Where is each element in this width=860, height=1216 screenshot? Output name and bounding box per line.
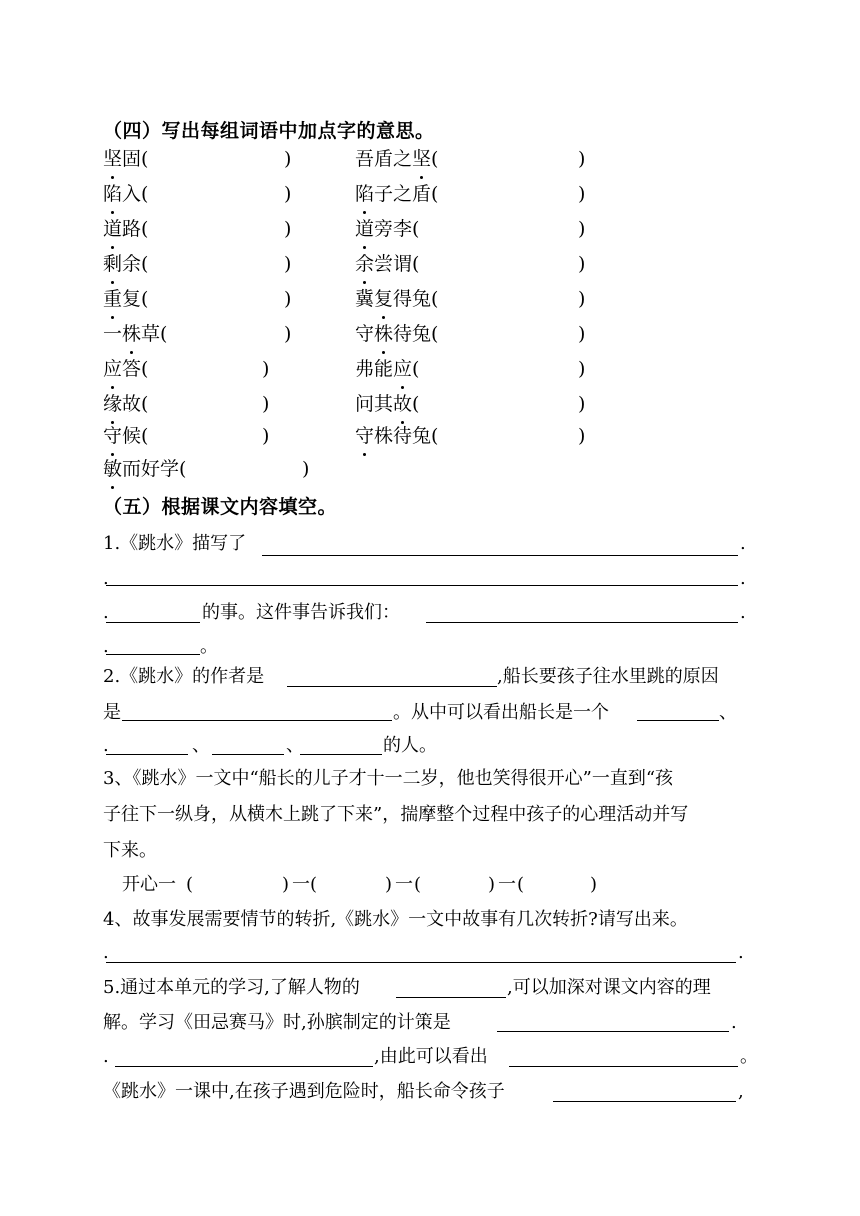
answer-blank-open[interactable]: ( — [431, 183, 439, 205]
q1-answer-line-5[interactable] — [106, 654, 200, 655]
dotted-character: 坚 — [103, 145, 122, 173]
left-vocab-row — [103, 285, 298, 313]
q2-prefix: 2.《跳水》的作者是 — [103, 666, 265, 687]
dotted-character: 道 — [355, 215, 374, 243]
word-suffix: 路 — [122, 218, 142, 240]
q3-dash: 一 — [395, 874, 413, 895]
word-prefix: 一 — [103, 323, 123, 345]
left-vocab-row — [103, 250, 298, 278]
dotted-character: 株 — [122, 320, 141, 348]
answer-blank-open[interactable]: ( — [141, 288, 149, 310]
q3-start: 开心一 — [122, 874, 176, 895]
word-prefix: 守 — [355, 323, 375, 345]
word-suffix: 尝谓 — [374, 253, 413, 275]
q5-dot: . — [103, 1046, 109, 1067]
answer-blank-open[interactable]: ( — [141, 183, 149, 205]
word-prefix: 吾盾之 — [355, 148, 413, 170]
q1-dot: . — [740, 533, 746, 554]
q3-blank-4-close: ) — [590, 874, 598, 895]
answer-blank-open[interactable]: ( — [412, 358, 420, 380]
q5-line-1[interactable] — [396, 997, 506, 998]
dotted-character: 株 — [374, 320, 393, 348]
right-vocab-row — [355, 145, 592, 173]
word-prefix: 问其 — [355, 393, 394, 415]
dotted-character: 坚 — [412, 145, 431, 173]
answer-blank-open[interactable]: ( — [431, 323, 439, 345]
section-five-heading: （五）根据课文内容填空。 — [103, 496, 338, 518]
answer-blank-close: ) — [262, 425, 270, 447]
answer-blank-open[interactable]: ( — [179, 458, 187, 480]
q2-trait-line-3[interactable] — [212, 754, 284, 755]
word-suffix: 旁李 — [374, 218, 413, 240]
q5-period: 。 — [740, 1046, 758, 1067]
answer-blank-close: ) — [578, 358, 586, 380]
word-suffix: 余 — [122, 253, 142, 275]
q2-reason-line[interactable] — [122, 720, 392, 721]
left-vocab-row — [103, 455, 316, 483]
word-suffix: 答 — [122, 358, 142, 380]
dotted-character: 剩 — [103, 250, 122, 278]
answer-blank-open[interactable]: ( — [431, 148, 439, 170]
section-four-heading: （四）写出每组词语中加点字的意思。 — [103, 120, 435, 142]
q4-answer-line[interactable] — [106, 962, 736, 963]
answer-blank-close: ) — [284, 253, 292, 275]
q5-dot: . — [731, 1012, 737, 1033]
answer-blank-close: ) — [262, 358, 270, 380]
answer-blank-close: ) — [262, 393, 270, 415]
q1-dot: . — [740, 602, 746, 623]
q2-trait-line-4[interactable] — [300, 754, 382, 755]
q1-answer-line-1[interactable] — [262, 555, 738, 556]
word-prefix: 冀 — [355, 288, 375, 310]
q1-dot: . — [103, 636, 109, 657]
answer-blank-close: ) — [284, 148, 292, 170]
q5-line-3[interactable] — [115, 1066, 373, 1067]
q3-line-3: 下来。 — [103, 840, 157, 861]
answer-blank-open[interactable]: ( — [141, 253, 149, 275]
left-vocab-row — [103, 422, 276, 450]
right-vocab-row — [355, 390, 592, 418]
q1-answer-line-4[interactable] — [426, 622, 738, 623]
q2-author-line[interactable] — [287, 686, 497, 687]
dotted-character: 道 — [103, 215, 122, 243]
q5-line-2[interactable] — [497, 1031, 729, 1032]
right-vocab-row — [355, 422, 592, 450]
answer-blank-close: ) — [284, 183, 292, 205]
q5-mid2: ,由此可以看出 — [374, 1046, 488, 1067]
q3-blank-2-open[interactable]: ( — [310, 874, 318, 895]
q1-mid: 的事。这件事告诉我们： — [202, 602, 400, 623]
q1-prefix: 1.《跳水》描写了 — [103, 533, 247, 554]
right-vocab-row — [355, 285, 592, 313]
word-suffix: 得兔 — [393, 288, 432, 310]
answer-blank-open[interactable]: ( — [412, 393, 420, 415]
q5-line-5[interactable] — [553, 1101, 736, 1102]
q3-line-1: 3、《跳水》一文中“船长的儿子才十一二岁，他也笑得很开心”一直到“孩 — [103, 768, 674, 789]
answer-blank-close: ) — [578, 148, 586, 170]
word-suffix: 子之盾 — [374, 183, 432, 205]
right-vocab-row — [355, 250, 592, 278]
answer-blank-close: ) — [578, 323, 586, 345]
q2-separator: 、 — [192, 735, 210, 756]
left-vocab-row — [103, 145, 298, 173]
answer-blank-close: ) — [302, 458, 310, 480]
q2-separator: 、 — [719, 702, 737, 723]
q2-end: 的人。 — [383, 735, 437, 756]
left-vocab-row — [103, 355, 276, 383]
word-suffix: 草 — [141, 323, 161, 345]
q1-dot: . — [103, 602, 109, 623]
left-vocab-row — [103, 215, 298, 243]
answer-blank-open[interactable]: ( — [412, 253, 420, 275]
q5-mid1: ,可以加深对课文内容的理 — [507, 977, 711, 998]
right-vocab-row — [355, 215, 592, 243]
answer-blank-close: ) — [578, 183, 586, 205]
dotted-character: 应 — [393, 355, 412, 383]
dotted-character: 复 — [374, 285, 393, 313]
answer-blank-close: ) — [578, 218, 586, 240]
q3-dash: 一 — [292, 874, 310, 895]
answer-blank-open[interactable]: ( — [141, 393, 149, 415]
answer-blank-open[interactable]: ( — [141, 148, 149, 170]
q1-answer-line-3[interactable] — [106, 622, 200, 623]
q4-text: 4、故事发展需要情节的转折,《跳水》一文中故事有几次转折?请写出来。 — [103, 909, 688, 930]
q5-line4-prefix: 《跳水》一课中,在孩子遇到危险时，船长命令孩子 — [103, 1081, 505, 1102]
dotted-character: 应 — [103, 355, 122, 383]
q1-dot: . — [103, 568, 109, 589]
right-vocab-row — [355, 355, 592, 383]
word-suffix: 故 — [122, 393, 142, 415]
q5-line-4[interactable] — [509, 1066, 738, 1067]
q3-blank-3-open[interactable]: ( — [414, 874, 422, 895]
answer-blank-close: ) — [578, 425, 586, 447]
answer-blank-close: ) — [578, 288, 586, 310]
answer-blank-close: ) — [284, 323, 292, 345]
word-suffix: 株待兔 — [374, 425, 432, 447]
q3-blank-1-open[interactable]: ( — [186, 874, 194, 895]
q2-separator: 、 — [286, 735, 304, 756]
word-suffix: 候 — [122, 425, 142, 447]
right-vocab-row — [355, 180, 592, 208]
answer-blank-open[interactable]: ( — [431, 288, 439, 310]
q1-dot: . — [740, 568, 746, 589]
dotted-character: 余 — [355, 250, 374, 278]
word-suffix: 入 — [122, 183, 142, 205]
answer-blank-open[interactable]: ( — [160, 323, 168, 345]
dotted-character: 守 — [103, 422, 122, 450]
dotted-character: 陷 — [355, 180, 374, 208]
q1-answer-line-2[interactable] — [106, 585, 738, 586]
right-vocab-row — [355, 320, 592, 348]
q2-trait-line-1[interactable] — [637, 720, 719, 721]
q2-mid1: ,船长要孩子往水里跳的原因 — [497, 666, 719, 687]
dotted-character: 敏 — [103, 455, 122, 483]
q2-line2-prefix: 是 — [103, 702, 121, 723]
word-prefix: 弗能 — [355, 358, 394, 380]
left-vocab-row — [103, 320, 298, 348]
answer-blank-close: ) — [284, 218, 292, 240]
word-suffix: 而好学 — [122, 458, 180, 480]
q3-blank-3-close: ) — [488, 874, 496, 895]
answer-blank-close: ) — [578, 253, 586, 275]
q5-prefix: 5.通过本单元的学习,了解人物的 — [103, 977, 360, 998]
q5-line2-prefix: 解。学习《田忌赛马》时,孙膑制定的计策是 — [103, 1012, 451, 1033]
answer-blank-open[interactable]: ( — [431, 425, 439, 447]
left-vocab-row — [103, 390, 276, 418]
q3-dash: 一 — [498, 874, 516, 895]
answer-blank-close: ) — [284, 288, 292, 310]
dotted-character: 守 — [355, 422, 374, 450]
q3-blank-2-close: ) — [385, 874, 393, 895]
answer-blank-open[interactable]: ( — [141, 358, 149, 380]
q4-dot: . — [103, 942, 109, 963]
q3-blank-1-close: ) — [282, 874, 290, 895]
answer-blank-open[interactable]: ( — [141, 218, 149, 240]
answer-blank-open[interactable]: ( — [141, 425, 149, 447]
q3-blank-4-open[interactable]: ( — [517, 874, 525, 895]
q1-end: 。 — [200, 636, 218, 657]
word-suffix: 待兔 — [393, 323, 432, 345]
word-suffix: 复 — [122, 288, 142, 310]
answer-blank-close: ) — [578, 393, 586, 415]
left-vocab-row — [103, 180, 298, 208]
dotted-character: 重 — [103, 285, 122, 313]
q2-dot: . — [103, 735, 109, 756]
q2-trait-line-2[interactable] — [106, 754, 188, 755]
q4-end: . — [738, 942, 744, 963]
answer-blank-open[interactable]: ( — [412, 218, 420, 240]
dotted-character: 故 — [393, 390, 412, 418]
q2-mid2: 。从中可以看出船长是一个 — [393, 702, 609, 723]
word-suffix: 固 — [122, 148, 142, 170]
q5-comma: , — [738, 1081, 744, 1102]
dotted-character: 缘 — [103, 390, 122, 418]
q3-line-2: 子往下一纵身，从横木上跳了下来”，揣摩整个过程中孩子的心理活动并写 — [103, 804, 689, 825]
dotted-character: 陷 — [103, 180, 122, 208]
